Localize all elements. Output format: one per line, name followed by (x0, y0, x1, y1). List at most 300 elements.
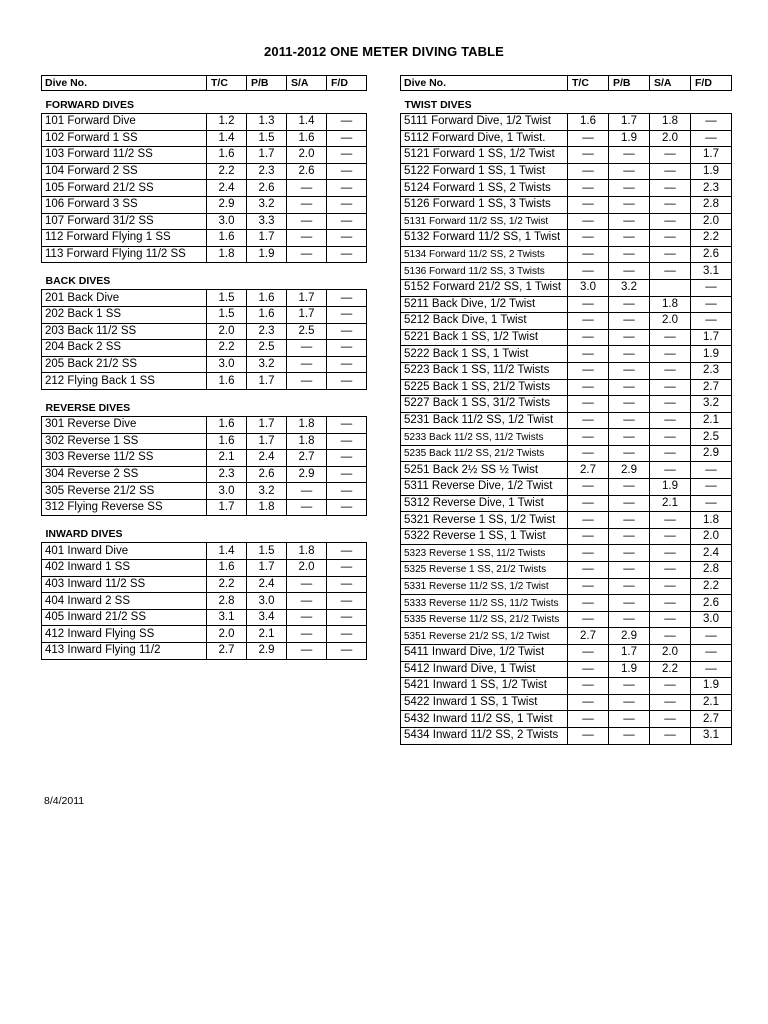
table-row (401, 545, 732, 562)
degree-of-difficulty-cell: 2.1 (691, 412, 732, 429)
degree-of-difficulty-cell: — (287, 483, 327, 500)
degree-of-difficulty-cell: — (609, 180, 650, 197)
dive-name-cell: 301 Reverse Dive (42, 416, 207, 433)
degree-of-difficulty-cell: — (609, 578, 650, 595)
degree-of-difficulty-cell: — (287, 246, 327, 263)
degree-of-difficulty-cell: 1.8 (287, 433, 327, 450)
table-row (401, 379, 732, 396)
dive-name-cell: 5112 Forward Dive, 1 Twist. (401, 130, 568, 147)
table-row (401, 611, 732, 628)
degree-of-difficulty-cell: 2.3 (691, 180, 732, 197)
degree-of-difficulty-cell: — (609, 545, 650, 562)
dive-name-cell: 5227 Back 1 SS, 31/2 Twists (401, 396, 568, 413)
degree-of-difficulty-cell: 1.7 (609, 114, 650, 131)
degree-of-difficulty-cell: 2.0 (650, 645, 691, 662)
degree-of-difficulty-cell: — (650, 396, 691, 413)
degree-of-difficulty-cell: — (650, 412, 691, 429)
table-row (401, 329, 732, 346)
table-row (401, 528, 732, 545)
degree-of-difficulty-cell: — (327, 560, 367, 577)
degree-of-difficulty-cell: — (327, 306, 367, 323)
degree-of-difficulty-cell: — (609, 246, 650, 263)
degree-of-difficulty-cell: 1.9 (609, 661, 650, 678)
dive-name-cell: 5221 Back 1 SS, 1/2 Twist (401, 329, 568, 346)
dive-name-cell: 5231 Back 11/2 SS, 1/2 Twist (401, 412, 568, 429)
degree-of-difficulty-cell: 1.8 (650, 296, 691, 313)
table-row (401, 147, 732, 164)
degree-of-difficulty-cell: 1.7 (207, 499, 247, 516)
degree-of-difficulty-cell: — (609, 263, 650, 280)
degree-of-difficulty-cell: 1.6 (207, 560, 247, 577)
dive-name-cell: 5411 Inward Dive, 1/2 Twist (401, 645, 568, 662)
dive-name-cell: 404 Inward 2 SS (42, 593, 207, 610)
dive-table (400, 75, 732, 745)
degree-of-difficulty-cell: — (287, 626, 327, 643)
degree-of-difficulty-cell: — (568, 545, 609, 562)
degree-of-difficulty-cell: 1.8 (691, 512, 732, 529)
degree-of-difficulty-cell: — (650, 562, 691, 579)
degree-of-difficulty-cell: — (609, 362, 650, 379)
degree-of-difficulty-cell: — (609, 329, 650, 346)
table-row (401, 445, 732, 462)
dive-name-cell: 203 Back 11/2 SS (42, 323, 207, 340)
degree-of-difficulty-cell: — (568, 263, 609, 280)
table-row (42, 114, 367, 131)
table-row (401, 727, 732, 744)
degree-of-difficulty-cell: 1.9 (650, 479, 691, 496)
degree-of-difficulty-cell: 2.9 (609, 462, 650, 479)
table-row (42, 230, 367, 247)
column-header: Dive No. (401, 76, 568, 91)
dive-name-cell: 5322 Reverse 1 SS, 1 Twist (401, 528, 568, 545)
table-row (401, 412, 732, 429)
degree-of-difficulty-cell: 2.3 (207, 466, 247, 483)
degree-of-difficulty-cell: — (327, 130, 367, 147)
degree-of-difficulty-cell: — (568, 495, 609, 512)
table-row (401, 246, 732, 263)
degree-of-difficulty-cell: 2.4 (691, 545, 732, 562)
degree-of-difficulty-cell: — (568, 611, 609, 628)
degree-of-difficulty-cell: — (609, 611, 650, 628)
column-header: S/A (650, 76, 691, 91)
dive-name-cell: 204 Back 2 SS (42, 340, 207, 357)
degree-of-difficulty-cell: — (568, 396, 609, 413)
degree-of-difficulty-cell: 2.3 (247, 323, 287, 340)
degree-of-difficulty-cell: — (287, 373, 327, 390)
table-row (42, 593, 367, 610)
degree-of-difficulty-cell: 2.7 (207, 643, 247, 660)
dive-name-cell: 5422 Inward 1 SS, 1 Twist (401, 694, 568, 711)
table-row (401, 313, 732, 330)
degree-of-difficulty-cell: — (650, 678, 691, 695)
table-row (401, 213, 732, 230)
degree-of-difficulty-cell: 3.1 (691, 727, 732, 744)
table-row (42, 246, 367, 263)
degree-of-difficulty-cell: 1.6 (207, 230, 247, 247)
table-row (401, 429, 732, 446)
degree-of-difficulty-cell: — (327, 356, 367, 373)
degree-of-difficulty-cell: — (327, 466, 367, 483)
dive-name-cell: 304 Reverse 2 SS (42, 466, 207, 483)
dive-name-cell: 5421 Inward 1 SS, 1/2 Twist (401, 678, 568, 695)
degree-of-difficulty-cell: 2.1 (207, 450, 247, 467)
degree-of-difficulty-cell: — (650, 329, 691, 346)
dive-name-cell: 5325 Reverse 1 SS, 21/2 Twists (401, 562, 568, 579)
degree-of-difficulty-cell: 2.1 (247, 626, 287, 643)
degree-of-difficulty-cell: — (609, 230, 650, 247)
dive-name-cell: 5132 Forward 11/2 SS, 1 Twist (401, 230, 568, 247)
degree-of-difficulty-cell: — (568, 346, 609, 363)
column-header: T/C (207, 76, 247, 91)
degree-of-difficulty-cell: 1.6 (207, 373, 247, 390)
table-row (401, 495, 732, 512)
degree-of-difficulty-cell: — (568, 445, 609, 462)
degree-of-difficulty-cell: — (327, 180, 367, 197)
degree-of-difficulty-cell: 1.7 (287, 306, 327, 323)
degree-of-difficulty-cell: 3.0 (568, 279, 609, 296)
table-row (401, 694, 732, 711)
degree-of-difficulty-cell: 1.4 (287, 114, 327, 131)
degree-of-difficulty-cell: 1.7 (609, 645, 650, 662)
degree-of-difficulty-cell: — (609, 346, 650, 363)
degree-of-difficulty-cell: 1.7 (247, 433, 287, 450)
degree-of-difficulty-cell: — (609, 412, 650, 429)
table-row (42, 147, 367, 164)
degree-of-difficulty-cell: 3.1 (207, 609, 247, 626)
degree-of-difficulty-cell: — (568, 562, 609, 579)
degree-of-difficulty-cell: — (568, 180, 609, 197)
table-row (42, 609, 367, 626)
degree-of-difficulty-cell: — (568, 678, 609, 695)
section-heading-row (42, 516, 367, 543)
degree-of-difficulty-cell: 2.2 (691, 578, 732, 595)
degree-of-difficulty-cell: — (327, 213, 367, 230)
degree-of-difficulty-cell: 2.5 (287, 323, 327, 340)
table-row (401, 130, 732, 147)
dive-name-cell: 5111 Forward Dive, 1/2 Twist (401, 114, 568, 131)
degree-of-difficulty-cell: 2.0 (287, 147, 327, 164)
dive-name-cell: 402 Inward 1 SS (42, 560, 207, 577)
table-row (42, 356, 367, 373)
degree-of-difficulty-cell: 1.9 (691, 678, 732, 695)
section-heading: REVERSE DIVES (45, 401, 131, 414)
degree-of-difficulty-cell: — (327, 576, 367, 593)
degree-of-difficulty-cell: — (650, 346, 691, 363)
degree-of-difficulty-cell: — (568, 578, 609, 595)
degree-of-difficulty-cell: 2.2 (650, 661, 691, 678)
degree-of-difficulty-cell: — (650, 711, 691, 728)
degree-of-difficulty-cell: — (327, 543, 367, 560)
degree-of-difficulty-cell: 2.9 (247, 643, 287, 660)
degree-of-difficulty-cell: 1.7 (247, 230, 287, 247)
table-row (401, 346, 732, 363)
table-row (42, 213, 367, 230)
degree-of-difficulty-cell: 3.2 (691, 396, 732, 413)
degree-of-difficulty-cell: 2.5 (247, 340, 287, 357)
table-row (42, 340, 367, 357)
dive-name-cell: 405 Inward 21/2 SS (42, 609, 207, 626)
degree-of-difficulty-cell: — (650, 445, 691, 462)
dive-name-cell: 5251 Back 2½ SS ½ Twist (401, 462, 568, 479)
degree-of-difficulty-cell: — (568, 313, 609, 330)
degree-of-difficulty-cell: 2.9 (691, 445, 732, 462)
degree-of-difficulty-cell: 3.4 (247, 609, 287, 626)
table-row (42, 643, 367, 660)
degree-of-difficulty-cell: — (287, 643, 327, 660)
table-row (401, 396, 732, 413)
degree-of-difficulty-cell: — (609, 213, 650, 230)
table-row (42, 290, 367, 307)
dive-name-cell: 5323 Reverse 1 SS, 11/2 Twists (401, 545, 568, 562)
dive-name-cell: 305 Reverse 21/2 SS (42, 483, 207, 500)
degree-of-difficulty-cell: 2.6 (287, 163, 327, 180)
degree-of-difficulty-cell: — (327, 483, 367, 500)
degree-of-difficulty-cell: — (568, 163, 609, 180)
degree-of-difficulty-cell: 2.5 (691, 429, 732, 446)
degree-of-difficulty-cell: — (327, 114, 367, 131)
degree-of-difficulty-cell: — (650, 379, 691, 396)
column-header: F/D (327, 76, 367, 91)
column-header: T/C (568, 76, 609, 91)
degree-of-difficulty-cell: 2.6 (247, 180, 287, 197)
degree-of-difficulty-cell: 2.2 (207, 340, 247, 357)
dive-name-cell: 5136 Forward 11/2 SS, 3 Twists (401, 263, 568, 280)
degree-of-difficulty-cell: — (327, 196, 367, 213)
degree-of-difficulty-cell: — (650, 180, 691, 197)
degree-of-difficulty-cell: — (327, 643, 367, 660)
table-row (42, 163, 367, 180)
degree-of-difficulty-cell: — (609, 727, 650, 744)
degree-of-difficulty-cell: 1.8 (207, 246, 247, 263)
degree-of-difficulty-cell: 3.0 (207, 483, 247, 500)
table-row (401, 628, 732, 645)
degree-of-difficulty-cell: 3.2 (247, 483, 287, 500)
degree-of-difficulty-cell: — (327, 147, 367, 164)
degree-of-difficulty-cell: — (609, 562, 650, 579)
dive-name-cell: 5222 Back 1 SS, 1 Twist (401, 346, 568, 363)
degree-of-difficulty-cell: — (327, 290, 367, 307)
table-row (42, 180, 367, 197)
table-row (42, 626, 367, 643)
table-row (42, 130, 367, 147)
degree-of-difficulty-cell: 1.9 (691, 346, 732, 363)
dive-name-cell: 5311 Reverse Dive, 1/2 Twist (401, 479, 568, 496)
dive-name-cell: 212 Flying Back 1 SS (42, 373, 207, 390)
table-row (42, 433, 367, 450)
degree-of-difficulty-cell: — (650, 727, 691, 744)
degree-of-difficulty-cell: — (691, 130, 732, 147)
degree-of-difficulty-cell: 2.9 (287, 466, 327, 483)
section-heading: FORWARD DIVES (45, 99, 134, 111)
section-heading-row (401, 91, 732, 114)
degree-of-difficulty-cell: 3.0 (247, 593, 287, 610)
dive-name-cell: 104 Forward 2 SS (42, 163, 207, 180)
dive-name-cell: 202 Back 1 SS (42, 306, 207, 323)
degree-of-difficulty-cell: — (609, 711, 650, 728)
dive-name-cell: 5212 Back Dive, 1 Twist (401, 313, 568, 330)
dive-name-cell: 102 Forward 1 SS (42, 130, 207, 147)
degree-of-difficulty-cell: 2.1 (691, 694, 732, 711)
degree-of-difficulty-cell: — (287, 356, 327, 373)
degree-of-difficulty-cell: 1.6 (247, 306, 287, 323)
table-row (401, 661, 732, 678)
degree-of-difficulty-cell: — (650, 694, 691, 711)
degree-of-difficulty-cell: 2.0 (650, 130, 691, 147)
table-row (401, 645, 732, 662)
degree-of-difficulty-cell: 1.5 (207, 306, 247, 323)
dive-name-cell: 5434 Inward 11/2 SS, 2 Twists (401, 727, 568, 744)
degree-of-difficulty-cell: — (609, 396, 650, 413)
degree-of-difficulty-cell: 2.3 (691, 362, 732, 379)
degree-of-difficulty-cell: 1.4 (207, 130, 247, 147)
column-header: P/B (247, 76, 287, 91)
degree-of-difficulty-cell: — (609, 296, 650, 313)
degree-of-difficulty-cell: — (287, 576, 327, 593)
degree-of-difficulty-cell: — (650, 196, 691, 213)
degree-of-difficulty-cell: — (287, 593, 327, 610)
degree-of-difficulty-cell: — (327, 499, 367, 516)
degree-of-difficulty-cell: — (650, 213, 691, 230)
table-row (401, 595, 732, 612)
degree-of-difficulty-cell: — (568, 429, 609, 446)
degree-of-difficulty-cell: — (568, 379, 609, 396)
degree-of-difficulty-cell: — (609, 445, 650, 462)
table-row (401, 462, 732, 479)
degree-of-difficulty-cell: 2.7 (691, 379, 732, 396)
degree-of-difficulty-cell: — (327, 246, 367, 263)
degree-of-difficulty-cell: — (691, 279, 732, 296)
degree-of-difficulty-cell: — (691, 661, 732, 678)
table-row (42, 373, 367, 390)
degree-of-difficulty-cell: — (650, 362, 691, 379)
dive-name-cell: 5432 Inward 11/2 SS, 1 Twist (401, 711, 568, 728)
degree-of-difficulty-cell: 2.2 (207, 163, 247, 180)
degree-of-difficulty-cell: — (568, 296, 609, 313)
degree-of-difficulty-cell: — (650, 528, 691, 545)
dive-name-cell: 5131 Forward 11/2 SS, 1/2 Twist (401, 213, 568, 230)
degree-of-difficulty-cell: 2.7 (691, 711, 732, 728)
degree-of-difficulty-cell: 2.0 (650, 313, 691, 330)
degree-of-difficulty-cell: 2.0 (287, 560, 327, 577)
degree-of-difficulty-cell: 2.2 (207, 576, 247, 593)
page-title: 2011-2012 ONE METER DIVING TABLE (264, 44, 504, 59)
dive-name-cell: 5152 Forward 21/2 SS, 1 Twist (401, 279, 568, 296)
dive-name-cell: 312 Flying Reverse SS (42, 499, 207, 516)
degree-of-difficulty-cell: 2.4 (207, 180, 247, 197)
degree-of-difficulty-cell: 1.9 (691, 163, 732, 180)
degree-of-difficulty-cell: — (327, 626, 367, 643)
degree-of-difficulty-cell: — (568, 213, 609, 230)
degree-of-difficulty-cell: — (568, 479, 609, 496)
column-header-row (401, 76, 732, 91)
degree-of-difficulty-cell: 3.3 (247, 213, 287, 230)
dive-name-cell: 413 Inward Flying 11/2 (42, 643, 207, 660)
table-row (401, 180, 732, 197)
degree-of-difficulty-cell: — (650, 163, 691, 180)
table-row (42, 416, 367, 433)
column-header: S/A (287, 76, 327, 91)
degree-of-difficulty-cell: — (691, 645, 732, 662)
dive-name-cell: 5412 Inward Dive, 1 Twist (401, 661, 568, 678)
table-row (401, 230, 732, 247)
degree-of-difficulty-cell: 1.8 (247, 499, 287, 516)
degree-of-difficulty-cell: — (650, 147, 691, 164)
degree-of-difficulty-cell: — (609, 678, 650, 695)
degree-of-difficulty-cell: 3.0 (207, 356, 247, 373)
degree-of-difficulty-cell: — (691, 479, 732, 496)
degree-of-difficulty-cell: 2.0 (691, 528, 732, 545)
degree-of-difficulty-cell: — (287, 499, 327, 516)
table-row (401, 711, 732, 728)
degree-of-difficulty-cell: 1.5 (247, 130, 287, 147)
degree-of-difficulty-cell: 1.5 (207, 290, 247, 307)
degree-of-difficulty-cell: — (568, 727, 609, 744)
section-heading-row (42, 263, 367, 290)
table-row (401, 163, 732, 180)
degree-of-difficulty-cell: — (650, 263, 691, 280)
degree-of-difficulty-cell: 3.2 (247, 196, 287, 213)
dive-name-cell: 5124 Forward 1 SS, 2 Twists (401, 180, 568, 197)
degree-of-difficulty-cell: — (650, 628, 691, 645)
degree-of-difficulty-cell: — (609, 479, 650, 496)
degree-of-difficulty-cell: 2.2 (691, 230, 732, 247)
table-row (401, 578, 732, 595)
degree-of-difficulty-cell: — (650, 246, 691, 263)
degree-of-difficulty-cell: 1.6 (207, 147, 247, 164)
degree-of-difficulty-cell: — (568, 196, 609, 213)
degree-of-difficulty-cell: — (650, 512, 691, 529)
degree-of-difficulty-cell: — (568, 595, 609, 612)
section-heading-row (42, 91, 367, 114)
table-row (42, 196, 367, 213)
dive-name-cell: 5233 Back 11/2 SS, 11/2 Twists (401, 429, 568, 446)
degree-of-difficulty-cell: — (609, 595, 650, 612)
degree-of-difficulty-cell: — (568, 362, 609, 379)
degree-of-difficulty-cell: — (287, 609, 327, 626)
table-row (42, 466, 367, 483)
degree-of-difficulty-cell: 2.7 (568, 462, 609, 479)
degree-of-difficulty-cell: — (327, 433, 367, 450)
degree-of-difficulty-cell: 3.2 (609, 279, 650, 296)
degree-of-difficulty-cell: 2.0 (207, 626, 247, 643)
degree-of-difficulty-cell: — (568, 230, 609, 247)
degree-of-difficulty-cell: 1.7 (247, 147, 287, 164)
dive-name-cell: 112 Forward Flying 1 SS (42, 230, 207, 247)
column-header: P/B (609, 76, 650, 91)
dive-name-cell: 403 Inward 11/2 SS (42, 576, 207, 593)
footer-date: 8/4/2011 (44, 795, 85, 807)
table-row (42, 543, 367, 560)
degree-of-difficulty-cell: 3.2 (247, 356, 287, 373)
degree-of-difficulty-cell: 2.9 (609, 628, 650, 645)
degree-of-difficulty-cell: — (327, 593, 367, 610)
degree-of-difficulty-cell: — (287, 340, 327, 357)
dive-name-cell: 5122 Forward 1 SS, 1 Twist (401, 163, 568, 180)
degree-of-difficulty-cell: — (287, 196, 327, 213)
table-row (401, 678, 732, 695)
degree-of-difficulty-cell: — (691, 296, 732, 313)
degree-of-difficulty-cell: — (568, 645, 609, 662)
table-row (401, 114, 732, 131)
degree-of-difficulty-cell: — (650, 611, 691, 628)
dive-name-cell: 5211 Back Dive, 1/2 Twist (401, 296, 568, 313)
table-row (42, 323, 367, 340)
degree-of-difficulty-cell: — (327, 230, 367, 247)
degree-of-difficulty-cell: 1.8 (287, 416, 327, 433)
degree-of-difficulty-cell: — (691, 628, 732, 645)
degree-of-difficulty-cell: — (650, 545, 691, 562)
dive-name-cell: 302 Reverse 1 SS (42, 433, 207, 450)
